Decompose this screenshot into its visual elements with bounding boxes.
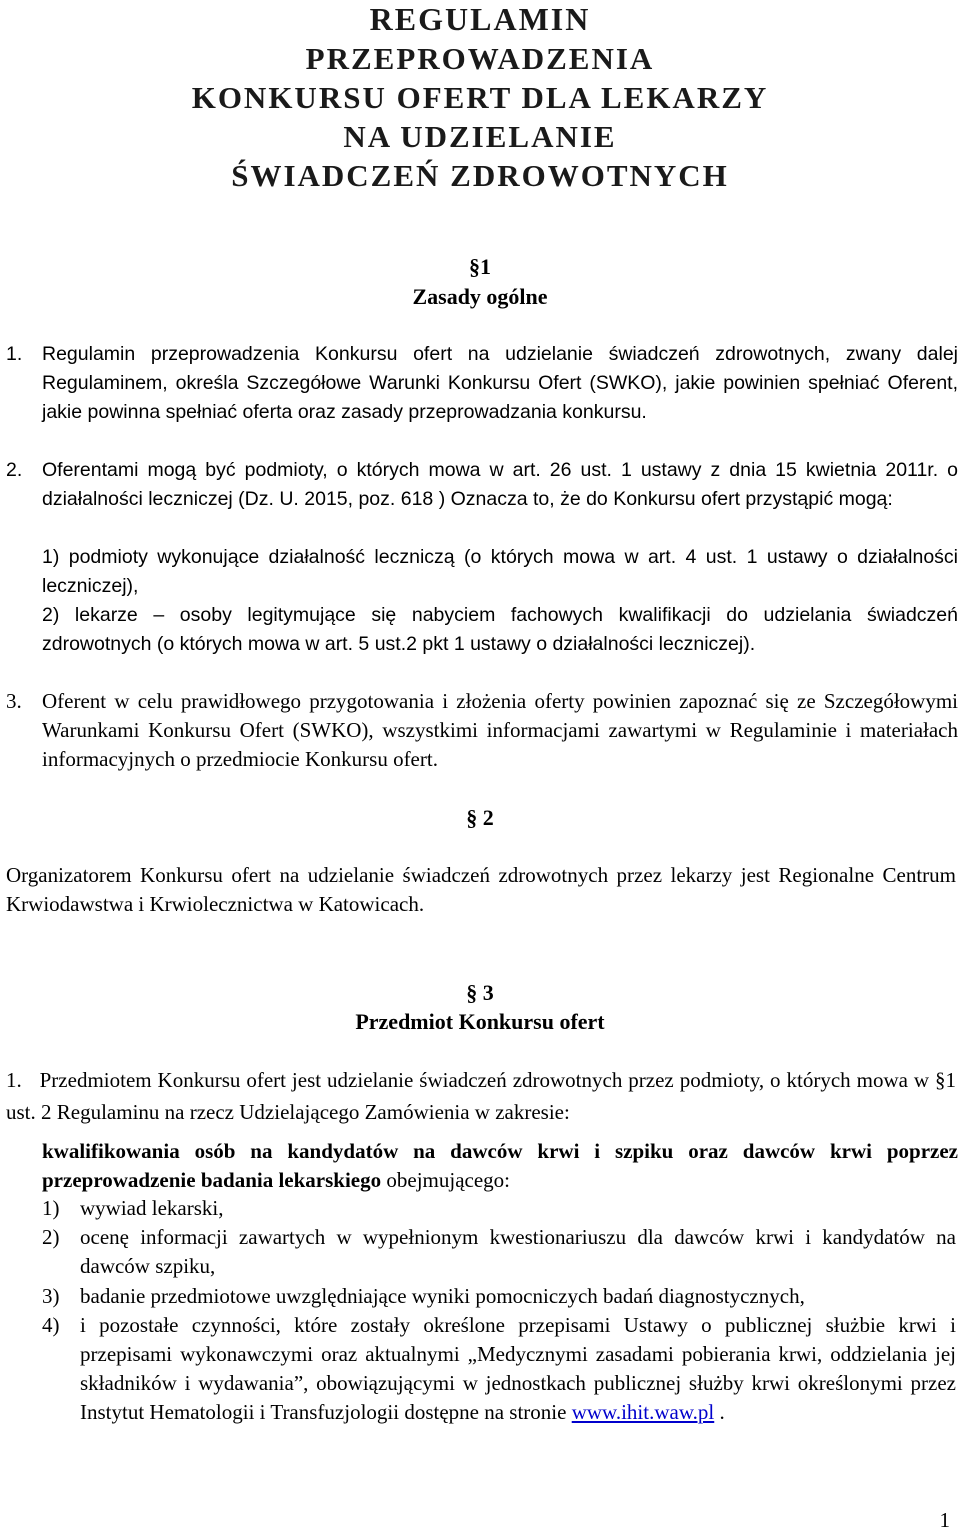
list-number: 1) <box>42 1196 60 1220</box>
list-text: badanie przedmiotowe uwzględniające wyniki pomocniczych badań diagnostycznych, <box>80 1284 805 1308</box>
title-line: NA UDZIELANIE <box>343 119 617 154</box>
paragraph-number: 3. <box>6 689 22 713</box>
scope-bold-text: kwalifikowania osób na kandydatów na dawców krwi i szpiku oraz dawców krwi poprzez przeprowadzenie badania lekarskiego <box>42 1139 958 1192</box>
section-1-mark: §1 <box>469 254 491 279</box>
paragraph-number: 2. <box>6 459 23 481</box>
paragraph-text: Oferent w celu prawidłowego przygotowania i złożenia oferty powinien zapoznać się ze Szczegółowymi Warunkami Konkursu Ofert (SWKO), wszystkimi informacjami zawartymi w Regulaminie i materiałach informacyjnych o przedmiocie Konkursu ofert. <box>42 689 958 771</box>
list-text-end: . <box>714 1400 725 1424</box>
s3-list-item-3 <box>42 1282 956 1311</box>
s3-paragraph-1 <box>6 1064 956 1128</box>
paragraph-number: 1. <box>6 343 23 365</box>
paragraph-text: Oferentami mogą być podmioty, o których mowa w art. 26 ust. 1 ustawy z dnia 15 kwietnia 2011r. o działalności leczniczej (Dz. U. 2015, poz. 618 ) Oznacza to, że do Konkursu ofert przystąpić mogą: <box>42 459 958 510</box>
section-3-mark: § 3 <box>466 980 494 1005</box>
ihit-link[interactable]: www.ihit.waw.pl <box>571 1400 715 1424</box>
title-line: REGULAMIN <box>369 1 591 37</box>
paragraph-text: Przedmiotem Konkursu ofert jest udzielanie świadczeń zdrowotnych przez podmioty, o których mowa w §1 ust. 2 Regulaminu na rzecz Udzielającego Zamówienia w zakresie: <box>6 1068 957 1124</box>
list-text: wywiad lekarski, <box>80 1196 224 1220</box>
title-line: ŚWIADCZEŃ ZDROWOTNYCH <box>231 158 729 193</box>
document-title <box>0 0 960 195</box>
s3-scope <box>42 1137 958 1195</box>
s3-list-item-2 <box>42 1223 956 1281</box>
page-number: 1 <box>939 1508 950 1532</box>
s1-list-item-1: 1) podmioty wykonujące działalność leczniczą (o których mowa w art. 4 ust. 1 ustawy o działalności leczniczej), <box>42 546 958 597</box>
scope-text: obejmującego: <box>381 1168 510 1192</box>
s3-list-item-1 <box>42 1194 956 1223</box>
section-2-mark: § 2 <box>466 805 494 830</box>
list-number: 3) <box>42 1284 60 1308</box>
s1-paragraph-3 <box>6 687 958 774</box>
section-1-heading: Zasady ogólne <box>412 284 548 309</box>
list-number: 4) <box>42 1313 60 1337</box>
paragraph-number: 1. <box>6 1068 22 1092</box>
title-line: PRZEPROWADZENIA <box>305 41 655 76</box>
title-line: KONKURSU OFERT DLA LEKARZY <box>191 80 769 115</box>
section-3-heading: Przedmiot Konkursu ofert <box>355 1009 605 1034</box>
s1-paragraph-2 <box>6 456 958 514</box>
s1-paragraph-1 <box>6 340 958 427</box>
s3-list-item-4 <box>42 1311 956 1427</box>
list-number: 2) <box>42 1225 60 1249</box>
paragraph-text: Regulamin przeprowadzenia Konkursu ofert na udzielanie świadczeń zdrowotnych, zwany dalej Regulaminem, określa Szczegółowe Warunki Konkursu Ofert (SWKO), jakie powinien spełniać Oferent, jakie powinna spełniać oferta oraz zasady przeprowadzania konkursu. <box>42 343 958 423</box>
list-text: ocenę informacji zawartych w wypełnionym kwestionariuszu dla dawców krwi i kandydatów na dawców szpiku, <box>80 1225 956 1278</box>
list-text: i pozostałe czynności, które zostały określone przepisami Ustawy o publicznej służbie krwi i przepisami wykonawczymi oraz aktualnymi „Medycznymi zasadami pobierania krwi, oddzielania jej składników i wydawania”, obowiązującymi w jednostkach publicznej służby krwi określonymi przez Instytut Hematologii i Transfuzjologii dostępne na stronie <box>80 1313 956 1424</box>
s1-list-item-2: 2) lekarze – osoby legitymujące się nabyciem fachowych kwalifikacji do udzielania świadczeń zdrowotnych (o których mowa w art. 5 ust.2 pkt 1 ustawy o działalności leczniczej). <box>42 604 958 655</box>
s2-paragraph: Organizatorem Konkursu ofert na udzielanie świadczeń zdrowotnych przez lekarzy jest Regionalne Centrum Krwiodawstwa i Krwiolecznictwa w Katowicach. <box>6 863 956 916</box>
